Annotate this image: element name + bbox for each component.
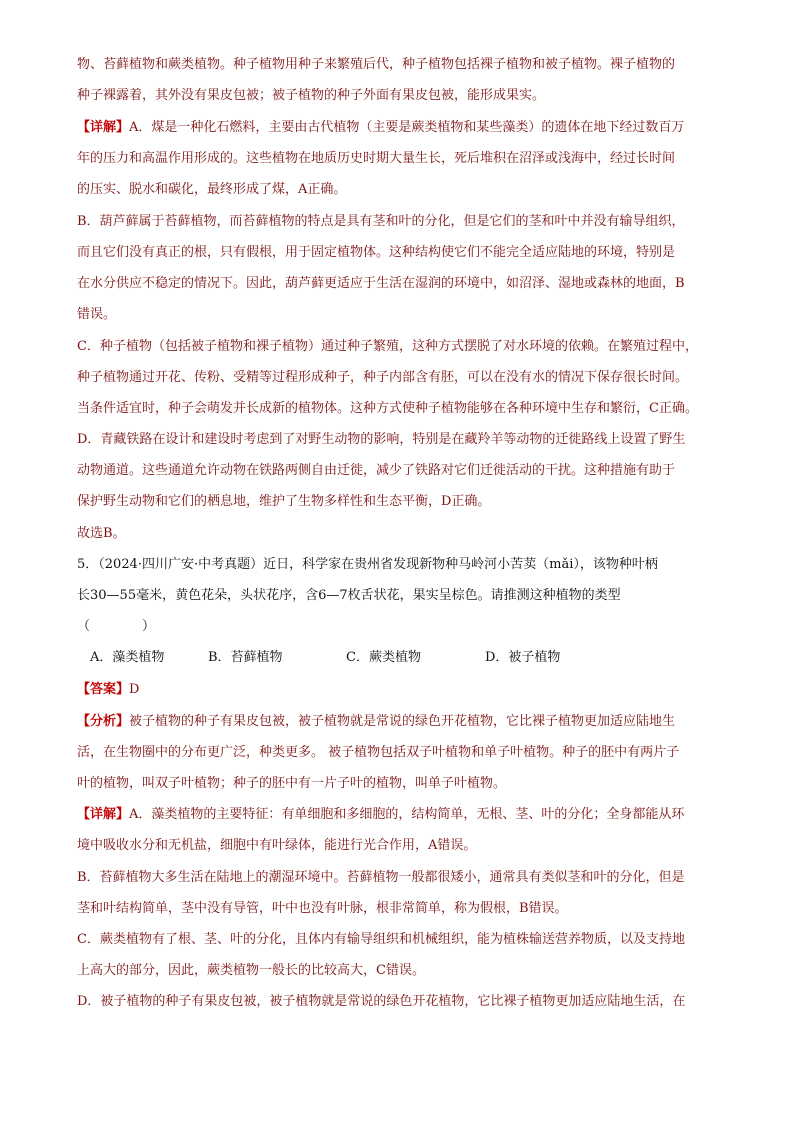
option-b: B．苔藓植物: [208, 650, 283, 665]
text-line: D．青藏铁路在设计和建设时考虑到了对野生动物的影响，特别是在藏羚羊等动物的迁徙路线上设置了野生: [77, 432, 686, 447]
text-line: 动物通道。这些通道允许动物在铁路两侧自由迁徙，减少了铁路对它们迁徙活动的干扰。这种措施有助于: [77, 463, 676, 478]
answer-value: D: [129, 682, 140, 697]
text-line: 年的压力和高温作用形成的。这些植物在地质历史时期大量生长，死后堆积在沼泽或浅海中，经过长时间: [77, 151, 676, 166]
detail-paragraph-a2: [77, 805, 727, 825]
text-span: 被子植物的种子有果皮包被，被子植物就是常说的绿色开花植物，它比裸子植物更加适应陆地生: [129, 714, 676, 729]
text-line: 保护野生动物和它们的栖息地，维护了生物多样性和生态平衡，D正确。: [77, 494, 491, 509]
answer-label: 【答案】: [77, 682, 130, 697]
analysis-label: 【分析】: [77, 714, 130, 729]
text-line: D．被子植物的种子有果皮包被，被子植物就是常说的绿色开花植物，它比裸子植物更加适应陆地生活，在: [77, 994, 686, 1009]
text-line: 茎和叶结构简单，茎中没有导管，叶中也没有叶脉，根非常简单，称为假根，B错误。: [77, 901, 568, 916]
text-line: 故选B。: [77, 526, 126, 541]
text-line: 在水分供应不稳定的情况下。因此，葫芦藓更适应于生活在湿润的环境中，如沼泽、湿地或森林的地面，B: [77, 276, 685, 291]
detail-label: 【详解】: [77, 120, 130, 135]
text-line: 错误。: [77, 307, 117, 322]
text-line: 上高大的部分，因此，蕨类植物一般长的比较高大，C错误。: [77, 963, 425, 978]
text-line: 活，在生物圈中的分布更广泛，种类更多。 被子植物包括双子叶植物和单子叶植物。种子的胚中有两片子: [77, 745, 680, 760]
detail-label: 【详解】: [77, 807, 130, 822]
text-line: 境中吸收水分和无机盐，细胞中有叶绿体，能进行光合作用，A错误。: [77, 838, 477, 853]
question-line: 长30—55毫米，黄色花朵，头状花序，含6—7枚舌状花，果实呈棕色。请推测这种植物的类型: [77, 588, 621, 603]
text-line: 种子裸露着，其外没有果皮包被；被子植物的种子外面有果皮包被，能形成果实。: [77, 88, 546, 103]
text-line: 种子植物通过开花、传粉、受精等过程形成种子，种子内部含有胚，可以在没有水的情况下保存很长时间。: [77, 370, 689, 385]
option-a: A．藻类植物: [90, 650, 165, 665]
text-line: 叶的植物，叫双子叶植物；种子的胚中有一片子叶的植物，叫单子叶植物。: [77, 776, 507, 791]
question-line: 5．（2024·四川广安·中考真题）近日，科学家在贵州省发现新物种马岭河小苦荬（mǎi），该物种叶柄: [77, 557, 658, 572]
text-line: 的压实、脱水和碳化，最终形成了煤，A正确。: [77, 182, 347, 197]
question-line: （ ）: [77, 619, 156, 634]
answer-line: [77, 680, 727, 700]
text-line: 当条件适宜时，种子会萌发并长成新的植物体。这种方式使种子植物能够在各种环境中生存和繁衍，C正确。: [77, 401, 698, 416]
text-line: B．葫芦藓属于苔藓植物，而苔藓植物的特点是具有茎和叶的分化，但是它们的茎和叶中并没有输导组织，: [77, 214, 685, 229]
option-d: D．被子植物: [485, 650, 561, 665]
text-line: C．种子植物（包括被子植物和裸子植物）通过种子繁殖，这种方式摆脱了对水环境的依赖。在繁殖过程中，: [77, 339, 698, 354]
text-line: C．蕨类植物有了根、茎、叶的分化，且体内有输导组织和机械组织，能为植株输送营养物质，以及支持地: [77, 932, 685, 947]
text-line: 而且它们没有真正的根，只有假根，用于固定植物体。这种结构使它们不能完全适应陆地的环境，特别是: [77, 245, 676, 260]
detail-paragraph-a: [77, 118, 727, 138]
text-line: 物、苔藓植物和蕨类植物。种子植物用种子来繁殖后代，种子植物包括裸子植物和被子植物。裸子植物的: [77, 57, 676, 72]
text-span: A．藻类植物的主要特征：有单细胞和多细胞的，结构简单，无根、茎、叶的分化；全身都能从环: [129, 807, 685, 822]
text-line: B．苔藓植物大多生活在陆地上的潮湿环境中。苔藓植物一般都很矮小，通常具有类似茎和叶的分化，但是: [77, 870, 685, 885]
option-c: C．蕨类植物: [346, 650, 421, 665]
text-span: A．煤是一种化石燃料，主要由古代植物（主要是蕨类植物和某些藻类）的遗体在地下经过数百万: [129, 120, 685, 135]
analysis-line: [77, 712, 727, 732]
